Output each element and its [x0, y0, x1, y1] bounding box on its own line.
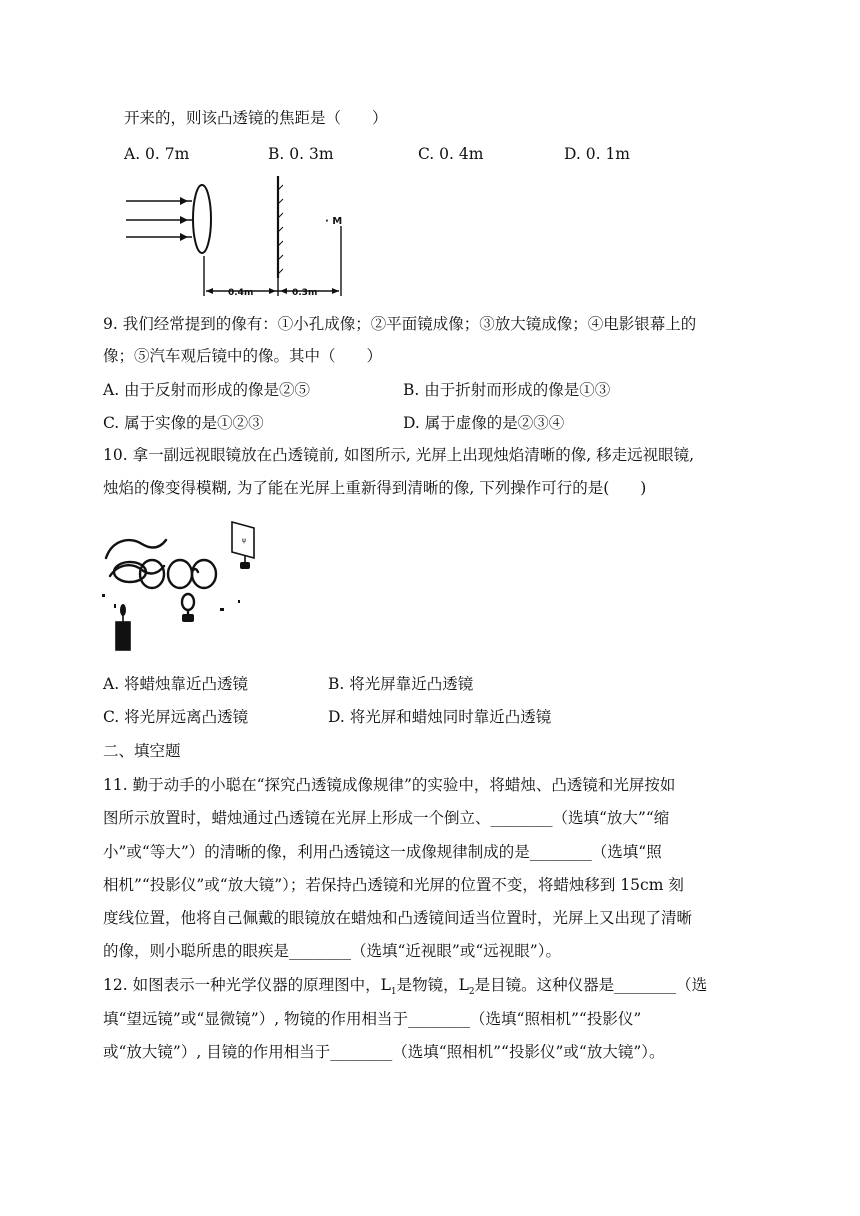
q9-stem-line2: 像；⑤汽车观后镜中的像。其中（ ） — [103, 347, 383, 365]
q12-line1-part-c: 是目镜。这种仪器是________（选 — [474, 976, 708, 994]
q10-option-d: D. 将光屏和蜡烛同时靠近凸透镜 — [328, 708, 552, 726]
svg-text:ψ: ψ — [242, 537, 246, 544]
q9-option-c: C. 属于实像的是①②③ — [103, 414, 264, 432]
q8-option-d: D. 0. 1m — [564, 145, 631, 163]
q11-line: 度线位置，他将自己佩戴的眼镜放在蜡烛和凸透镜间适当位置时，光屏上又出现了清晰 — [103, 909, 693, 927]
q11-line: 相机”“投影仪”或“放大镜”）；若保持凸透镜和光屏的位置不变，将蜡烛移到 15cm 刻 — [103, 876, 684, 894]
q8-point-m-label: · M — [325, 216, 343, 227]
q8-stem-tail: 开来的，则该凸透镜的焦距是（ ） — [124, 109, 388, 127]
q12-stem-line3: 或“放大镜”）, 目镜的作用相当于________（选填“照相机”“投影仪”或“放大镜”）。 — [103, 1043, 665, 1061]
q12-subscript-2: 2 — [468, 987, 475, 998]
q10-option-c: C. 将光屏远离凸透镜 — [103, 708, 249, 726]
q12-stem-line1 — [103, 975, 707, 1002]
q12-subscript-1: 1 — [390, 987, 397, 998]
q10-stem-line1: 10. 拿一副远视眼镜放在凸透镜前, 如图所示, 光屏上出现烛焰清晰的像, 移走远视眼镜, — [103, 446, 695, 464]
q8-dim-right-label: 0.3m — [292, 288, 318, 298]
q11-line: 的像，则小聪所患的眼疾是________（选填“近视眼”或“远视眼”）。 — [103, 942, 561, 960]
q9-option-d: D. 属于虚像的是②③④ — [403, 414, 565, 432]
q11-line: 11. 勤于动手的小聪在“探究凸透镜成像规律”的实验中，将蜡烛、凸透镜和光屏按如 — [103, 776, 676, 794]
q12-stem-line2: 填“望远镜”或“显微镜”）, 物镜的作用相当于________（选填“照相机”“投影仪” — [103, 1010, 642, 1028]
q8-option-a: A. 0. 7m — [124, 145, 190, 163]
q8-option-c: C. 0. 4m — [418, 145, 484, 163]
q8-dim-left-label: 0.4m — [228, 288, 254, 298]
q8-option-b: B. 0. 3m — [268, 145, 334, 163]
q9-stem-line1: 9. 我们经常提到的像有：①小孔成像；②平面镜成像；③放大镜成像；④电影银幕上的 — [103, 315, 697, 333]
q10-stem-line2: 烛焰的像变得模糊, 为了能在光屏上重新得到清晰的像, 下列操作可行的是( ) — [103, 479, 647, 497]
q10-option-b: B. 将光屏靠近凸透镜 — [328, 675, 474, 693]
q10-glasses-experiment-figure — [100, 518, 260, 658]
q11-line: 图所示放置时，蜡烛通过凸透镜在光屏上形成一个倒立、________（选填“放大”“缩 — [103, 809, 670, 827]
q12-line1-part-a: 12. 如图表示一种光学仪器的原理图中，L — [103, 976, 391, 994]
q11-line: 小”或“等大”）的清晰的像，利用凸透镜这一成像规律制成的是________（选填“照 — [103, 843, 662, 861]
q10-option-a: A. 将蜡烛靠近凸透镜 — [103, 675, 249, 693]
q12-line1-part-b: 是物镜，L — [396, 976, 469, 994]
q9-option-b: B. 由于折射而形成的像是①③ — [403, 381, 611, 399]
q8-lens-mirror-figure — [120, 174, 360, 302]
q9-option-a: A. 由于反射而形成的像是②⑤ — [103, 381, 311, 399]
section-heading-fill-in: 二、填空题 — [103, 742, 181, 760]
